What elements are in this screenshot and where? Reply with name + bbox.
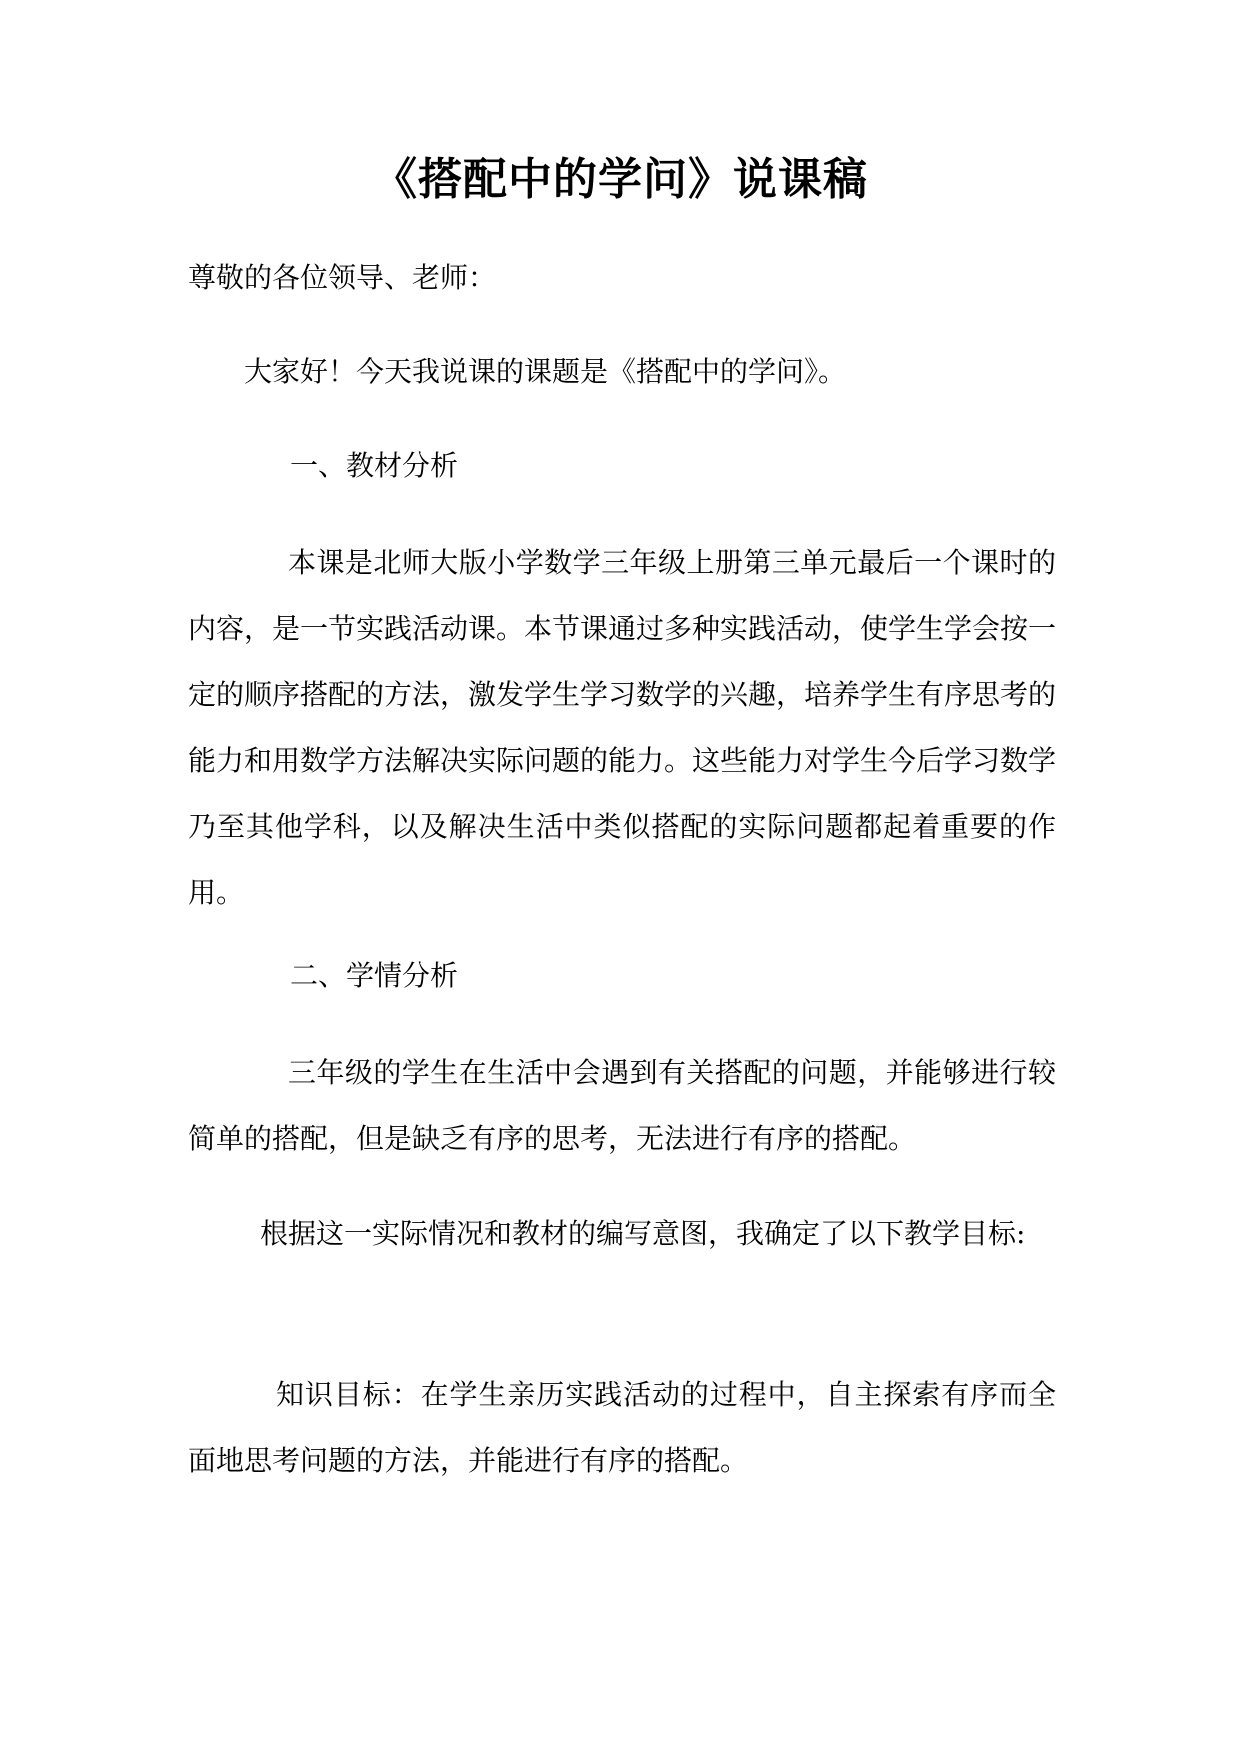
greeting: 大家好！今天我说课的课题是《搭配中的学问》。 [244,355,847,388]
section-body-textbook-analysis: 本课是北师大版小学数学三年级上册第三单元最后一个课时的内容，是一节实践活动课。本节课通过多种实践活动，使学生学会按一定的顺序搭配的方法，激发学生学习数学的兴趣，培养学生有序思考的能力和用数学方法解决实际问题的能力。这些能力对学生今后学习数学乃至其他学科，以及解决生活中类似搭配的实际问题都起着重要的作用。 [188,546,1057,909]
teaching-goals-intro: 根据这一实际情况和教材的编写意图，我确定了以下教学目标: [260,1217,1026,1250]
document-title: 《搭配中的学问》说课稿 [373,154,868,205]
section-body-student-analysis: 三年级的学生在生活中会遇到有关搭配的问题，并能够进行较简单的搭配，但是缺乏有序的思考，无法进行有序的搭配。 [188,1056,1056,1155]
knowledge-goal: 知识目标：在学生亲历实践活动的过程中，自主探索有序而全面地思考问题的方法，并能进行有序的搭配。 [188,1378,1056,1477]
section-heading-student-analysis: 二、学情分析 [290,959,459,992]
section-heading-textbook-analysis: 一、教材分析 [290,449,459,482]
salutation: 尊敬的各位领导、老师： [188,261,497,294]
